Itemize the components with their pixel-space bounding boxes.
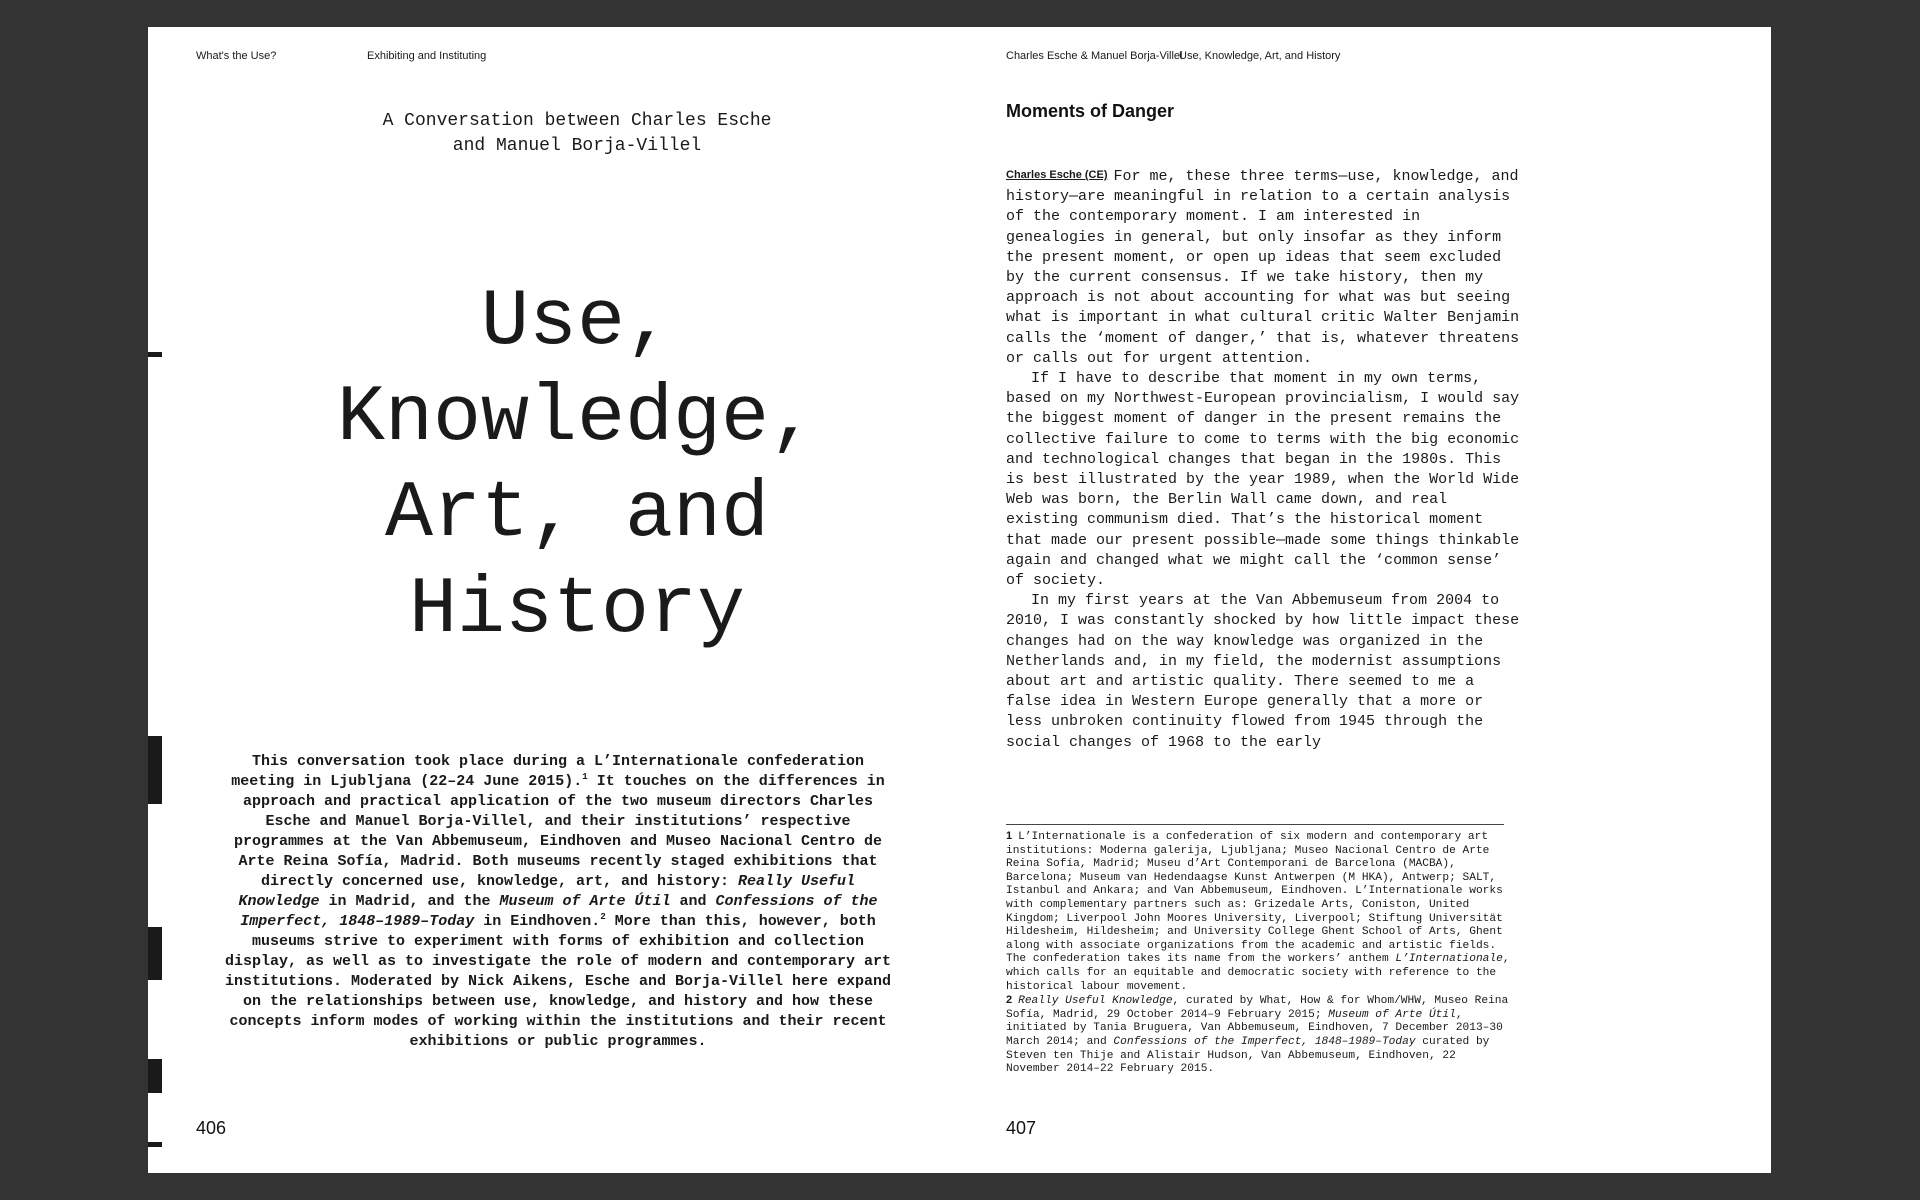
- running-head-book-title: What's the Use?: [196, 50, 277, 62]
- body-paragraph: If I have to describe that moment in my own terms, based on my Northwest-European provincialism, I would say the biggest moment of danger in the present remains the collective failure to come to terms with the big economic and technological changes that began in the 1980s. This is best illustrated by the year 1989, when the World Wide Web was born, the Berlin Wall came down, and real existing communism died. That’s the historical moment that made our present possible—made some things thinkable again and changed what we might call the ‘common sense’ of society.: [1006, 370, 1520, 590]
- book-spread: [148, 27, 1771, 1173]
- footnote-text: , which calls for an equitable and democratic society with reference to the historical labour movement.: [1006, 953, 1510, 993]
- title-line: Use,: [480, 277, 674, 368]
- footnote-divider: [1006, 824, 1504, 825]
- body-paragraph: In my first years at the Van Abbemuseum from 2004 to 2010, I was constantly shocked by how little impact these changes had on the way knowledge was organized in the Netherlands and, in my field, the modernist assumptions about art and artistic quality. There seemed to me a false idea in Western Europe generally that a more or less unbroken continuity flowed from 1945 through the social changes of 1968 to the early: [1006, 592, 1520, 751]
- thumb-index-tab: [148, 736, 162, 804]
- intro-text: This conversation took place during a L’Internationale confederation meeting in Ljubljana (22–24 June 2015).: [231, 753, 865, 790]
- footnote-italic: Really Useful Knowledge: [1018, 995, 1173, 1008]
- paragraph-text: For me, these three terms—use, knowledge, and history—are meaningful in relation to a certain analysis of the contemporary moment. I am interested in genealogies in general, but only insofar as they inform the present moment, or open up ideas that seem excluded by the current consensus. If we take history, then my approach is not about accounting for what was but seeing what is important in what cultural critic Walter Benjamin calls the ‘moment of danger,’ that is, whatever threatens or calls out for urgent attention.: [1006, 168, 1520, 367]
- body-paragraph: [1006, 165, 1526, 369]
- exhibition-title: Museum of Arte Útil: [499, 893, 671, 910]
- footnote: [1006, 994, 1516, 1077]
- subtitle-line: and Manuel Borja-Villel: [452, 136, 702, 156]
- right-page: [1006, 27, 1771, 1173]
- body-text: [1006, 165, 1526, 753]
- intro-text: in Madrid, and the: [319, 893, 500, 910]
- title-line: Art, and: [384, 469, 770, 560]
- running-head-section: Exhibiting and Instituting: [367, 50, 487, 62]
- thumb-index-tab: [148, 1142, 162, 1147]
- running-head-authors: Charles Esche & Manuel Borja-Villel: [1006, 50, 1183, 62]
- title-line: Knowledge,: [336, 373, 818, 464]
- exhibition-title: Really Useful Knowledge: [238, 873, 856, 910]
- thumb-index-tab: [148, 927, 162, 980]
- page-number: 406: [196, 1118, 227, 1138]
- page-number: 407: [1006, 1118, 1037, 1138]
- footnotes: [1006, 830, 1516, 1077]
- thumb-index-tab: [148, 1059, 162, 1093]
- footnote-text: L’Internationale is a confederation of six modern and contemporary art institutions: Moderna galerija, Ljubljana; Museo Nacional Centro de Arte Reina Sofía, Madrid; Museu d’Art Contemporani de Barcelona (MACBA), Barcelona; Museum van Hedendaagse Kunst Antwerpen (M HKA), Antwerp; SALT, Istanbul and Ankara; and Van Abbemuseum, Eindhoven. L’Internationale works with complementary partners such as: Grizedale Arts, Coniston, United Kingdom; Liverpool John Moores University, Liverpool; Stiftung Universität Hildesheim, Hildesheim; and University College Ghent School of Arts, Ghent along with associate organizations from the academic and artistic fields. The confederation takes its name from the workers’ anthem: [1006, 831, 1503, 966]
- article-subtitle: [148, 109, 1006, 159]
- running-head-title: Use, Knowledge, Art, and History: [1179, 50, 1341, 62]
- exhibition-title: Confessions of the Imperfect, 1848–1989–Today: [240, 893, 878, 930]
- footnote-ref: 1: [582, 772, 588, 782]
- speaker-label: Charles Esche (CE): [1006, 169, 1108, 181]
- article-title: [148, 275, 1006, 659]
- intro-paragraph: [218, 752, 898, 1052]
- footnote-ref: 2: [600, 912, 606, 922]
- footnote-italic: Museum of Arte Útil: [1328, 1008, 1456, 1021]
- intro-text: and: [670, 893, 716, 910]
- footnote-number: 2: [1006, 994, 1013, 1007]
- subtitle-line: A Conversation between Charles Esche: [382, 111, 772, 131]
- footnote-italic: Confessions of the Imperfect, 1848–1989–Today: [1113, 1035, 1416, 1048]
- thumb-index-tab: [148, 352, 162, 357]
- intro-text: in Eindhoven.: [474, 913, 601, 930]
- intro-text: It touches on the differences in approach and practical application of the two museum directors Charles Esche and Manuel Borja-Villel, and their institutions’ respective programmes at the Van Abbemuseum, Eindhoven and Museo Nacional Centro de Arte Reina Sofía, Madrid. Both museums recently staged exhibitions that directly concerned use, knowledge, art, and history:: [233, 773, 885, 890]
- footnote-number: 1: [1006, 830, 1013, 842]
- intro-text: More than this, however, both museums strive to experiment with forms of exhibition and collection display, as well as to investigate the role of modern and contemporary art institutions. Moderated by Nick Aikens, Esche and Borja-Villel here expand on the relationships between use, knowledge, and history and how these concepts inform modes of working within the institutions and their recent exhibitions or public programmes.: [224, 913, 892, 1050]
- section-title: Moments of Danger: [1006, 101, 1175, 121]
- footnote-text: , initiated by Tania Bruguera, Van Abbemuseum, Eindhoven, 7 December 2013–30 March 2014; and: [1006, 1008, 1503, 1048]
- footnote-text: curated by Steven ten Thije and Alistair Hudson, Van Abbemuseum, Eindhoven, 22 November 2014–22 February 2015.: [1006, 1035, 1490, 1076]
- left-page: [148, 27, 1006, 1173]
- footnote-italic: L’Internationale: [1395, 953, 1503, 966]
- title-line: History: [408, 565, 746, 656]
- footnote: [1006, 830, 1516, 994]
- footnote-text: , curated by What, How & for Whom/WHW, Museo Reina Sofía, Madrid, 29 October 2014–9 February 2015;: [1006, 995, 1509, 1021]
